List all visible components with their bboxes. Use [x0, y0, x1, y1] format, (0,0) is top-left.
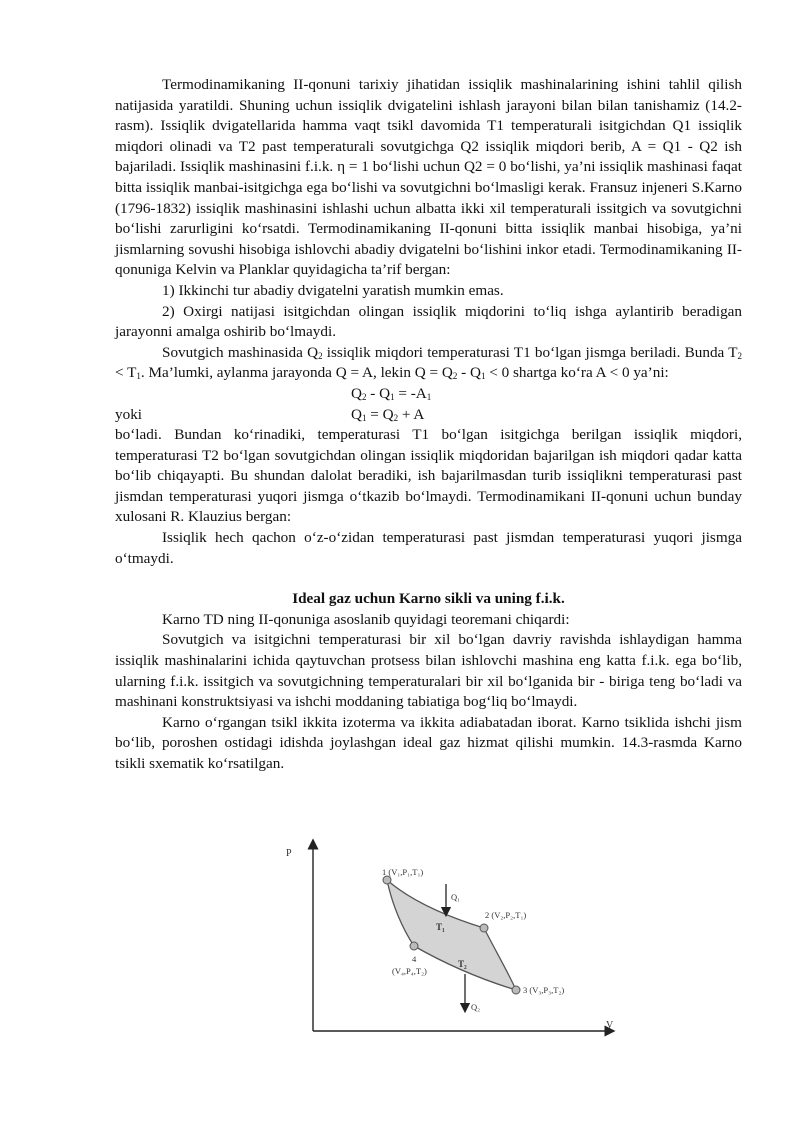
point-4-number: 4	[412, 954, 417, 964]
point-4	[410, 942, 418, 950]
equation-1: $Q_2 - Q_1 = -A_1$	[351, 384, 432, 402]
point-1	[383, 876, 391, 884]
q2-label: Q₂	[471, 1002, 481, 1012]
point-3-label: 3 (V₃,P₃,T₂)	[523, 985, 565, 995]
v-axis-label: V	[606, 1020, 614, 1031]
paragraph-conclusion: bo‘ladi. Bundan ko‘rinadiki, temperaturasi T1 bo‘lgan isitgichga berilgan issiqlik miqdori, temperaturasi T2 bo‘lgan sovutgichdan olingan issiqlik miqdoridan bajarilgan ish miqdori qadar katta bo‘lib chiqayapti. Bu shundan dalolat beradiki, ish bajarilmasdan turib issiqlikni temperaturasi past jismdan temperaturasi yuqori jismga o‘tkazib bo‘lmaydi. Termodinamikani II-qonuni uchun bunday xulosani R. Klauzius bergan:	[115, 426, 742, 526]
equation-2: yoki $Q_1 = Q_2 + A$	[115, 405, 425, 423]
paragraph-theorem: Sovutgich va isitgichni temperaturasi bir xil bo‘lgan davriy ravishda ishlaydigan hamma issiqlik mashinalarini ichida qaytuvchan protsess bilan ishlovchi mashina eng katta f.i.k. ega bo‘lib, ularning f.i.k. issitgich va sovutgichning temperaturalari bir xil bo‘lganida bir - biriga teng bo‘ladi va mashinani konstruktsiyasi va ishchi moddaning tabiatiga bog‘liq bo‘lmaydi.	[115, 631, 742, 711]
q1-label: Q₁	[451, 892, 461, 902]
section-title: Ideal gaz uchun Karno sikli va uning f.i.k.	[292, 590, 565, 608]
point-3	[512, 986, 520, 994]
point-4-label: (V₄,P₄,T₂)	[392, 966, 427, 976]
paragraph-kelvin-statement: 1) Ikkinchi tur abadiy dvigatelni yaratish mumkin emas.	[162, 281, 504, 299]
t2-label: T₂	[458, 959, 467, 969]
point-1-label: 1 (V₁,P₁,T₁)	[382, 867, 424, 877]
point-2-label: 2 (V₂,P₂,T₁)	[485, 910, 527, 920]
paragraph-clausius-statement: Issiqlik hech qachon o‘z-o‘zidan temperaturasi past jismdan temperaturasi yuqori jismga o‘tmaydi.	[115, 529, 742, 567]
carnot-diagram-svg	[280, 838, 620, 1038]
document-page	[115, 75, 742, 775]
point-2	[480, 924, 488, 932]
carnot-cycle-diagram	[280, 838, 620, 1038]
p-axis-label: P	[286, 848, 292, 859]
paragraph-second-law-intro: Termodinamikaning II-qonuni tarixiy jihatidan issiqlik mashinalarining ishini tahlil qilish natijasida yaratildi. Shuning uchun issiqlik dvigatelini ishlash jarayoni bilan bilan tanishamiz (14.2-rasm). Issiqlik dvigatellarida hamma vaqt tsikl davomida T1 temperaturali isitgichdan Q1 issiqlik miqdori olinadi va T2 past temperaturali sovutgichga Q2 issiqlik miqdori berib, A = Q1 - Q2 ish bajariladi. Issiqlik mashinasini f.i.k. η = 1 bo‘lishi uchun Q2 = 0 bo‘lishi, ya’ni issiqlik mashinasi faqat bitta issiqlik manbai-isitgichga ega bo‘lishi va sovutgichni bo‘lmasligi kerak. Fransuz injeneri S.Karno (1796-1832) issiqlik mashinasini ishlashi uchun albatta ikki xil temperaturali issitgich va sovutgichni bo‘lishi zarurligini ko‘rsatdi. Termodinamikaning II-qonuni bitta issiqlik manbai hisobiga, ya’ni jismlarning sovushi hisobiga ishlovchi abadiy dvigatelni bo‘lishini inkor etadi. Termodinamikaning II-qonuniga Kelvin va Planklar quyidagicha ta’rif bergan:	[115, 76, 742, 279]
paragraph-theorem-intro: Karno TD ning II-qonuniga asoslanib quyidagi teoremani chiqardi:	[162, 610, 570, 628]
paragraph-planck-statement: 2) Oxirgi natijasi isitgichdan olingan issiqlik miqdorini to‘liq ishga aylantirib beradigan jarayonni amalga oshirib bo‘lmaydi.	[115, 302, 742, 341]
t1-label: T₁	[436, 922, 445, 932]
paragraph-refrigerator: Sovutgich mashinasida $Q_2$ issiqlik miqdori temperaturasi T1 bo‘lgan jismga beriladi. Bunda $T_2 < T_1$. Ma’lumki, aylanma jarayonda Q = A, lekin $Q = Q_2 - Q_1 < 0$ shartga ko‘ra A < 0 ya’ni:	[115, 343, 742, 382]
paragraph-carnot-cycle: Karno o‘rgangan tsikl ikkita izoterma va ikkita adiabatadan iborat. Karno tsiklida ishchi jism bo‘lib, poroshen ostidagi idishda joylashgan ideal gaz hizmat qilishi mumkin. 14.3-rasmda Karno tsikli sxematik ko‘rsatilgan.	[115, 713, 742, 772]
